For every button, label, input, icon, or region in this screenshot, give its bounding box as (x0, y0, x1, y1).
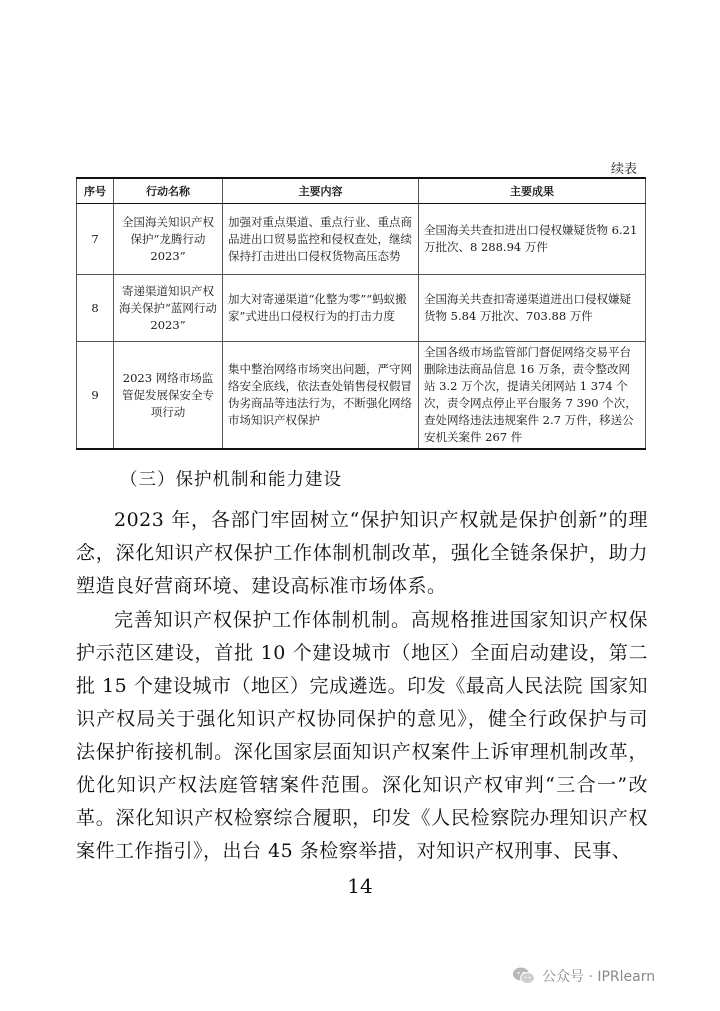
row-content: 集中整治网络市场突出问题，严守网络安全底线，依法查处销售侵权假冒伪劣商品等违法行为，不断强化网络市场知识产权保护 (223, 342, 419, 450)
row-content: 加强对重点渠道、重点行业、重点商品进出口贸易监控和侵权查处，继续保持打击进出口侵权货物高压态势 (223, 204, 419, 275)
watermark (512, 966, 655, 986)
row-action-name: 2023 网络市场监管促发展保安全专项行动 (114, 342, 223, 450)
body-text (76, 504, 648, 869)
row-action-name: 全国海关知识产权保护“龙腾行动 2023” (114, 204, 223, 275)
header-name: 行动名称 (114, 178, 223, 204)
row-num: 8 (77, 275, 114, 342)
continued-label: 续表 (611, 162, 638, 177)
header-content: 主要内容 (223, 178, 419, 204)
table-header-row (77, 178, 646, 204)
paragraph: 完善知识产权保护工作体制机制。高规格推进国家知识产权保护示范区建设，首批 10 个建设城市（地区）全面启动建设，第二批 15 个建设城市（地区）完成遴选。印发《最高人民法院 国家知识产权局关于强化知识产权协同保护的意见》，健全行政保护与司法保护衔接机制。深化国家层面知识产权案件上诉审理机制改革，优化知识产权法庭管辖案件范围。深化知识产权审判“三合一”改革。深化知识产权检察综合履职，印发《人民检察院办理知识产权案件工作指引》，出台 45 条检察举措，对知识产权刑事、民事、 (76, 609, 648, 862)
row-num: 9 (77, 342, 114, 450)
row-result: 全国海关共查扣进出口侵权嫌疑货物 6.21 万批次、8 288.94 万件 (419, 204, 646, 275)
wechat-icon (512, 966, 536, 986)
row-action-name: 寄递渠道知识产权海关保护“蓝网行动 2023” (114, 275, 223, 342)
section-heading: （三）保护机制和能力建设 (120, 470, 342, 490)
table-row (77, 342, 646, 450)
table-row (77, 204, 646, 275)
page-number: 14 (347, 874, 373, 898)
row-result: 全国各级市场监管部门督促网络交易平台删除违法商品信息 16 万条，责令整改网站 3.2 万个次，提请关闭网站 1 374 个次，责令网点停止平台服务 7 390 个次，查处网络违法违规案件 2.7 万件，移送公安机关案件 267 件 (419, 342, 646, 450)
paragraph: 2023 年，各部门牢固树立“保护知识产权就是保护创新”的理念，深化知识产权保护工作体制机制改革，强化全链条保护，助力塑造良好营商环境、建设高标准市场体系。 (76, 509, 648, 597)
row-result: 全国海关共查扣寄递渠道进出口侵权嫌疑货物 5.84 万批次、703.88 万件 (419, 275, 646, 342)
header-result: 主要成果 (419, 178, 646, 204)
watermark-text: 公众号 · IPRlearn (542, 969, 656, 985)
row-num: 7 (77, 204, 114, 275)
header-num: 序号 (77, 178, 114, 204)
row-content: 加大对寄递渠道“化整为零”“蚂蚁搬家”式进出口侵权行为的打击力度 (223, 275, 419, 342)
enforcement-actions-table (76, 177, 646, 450)
table-row (77, 275, 646, 342)
